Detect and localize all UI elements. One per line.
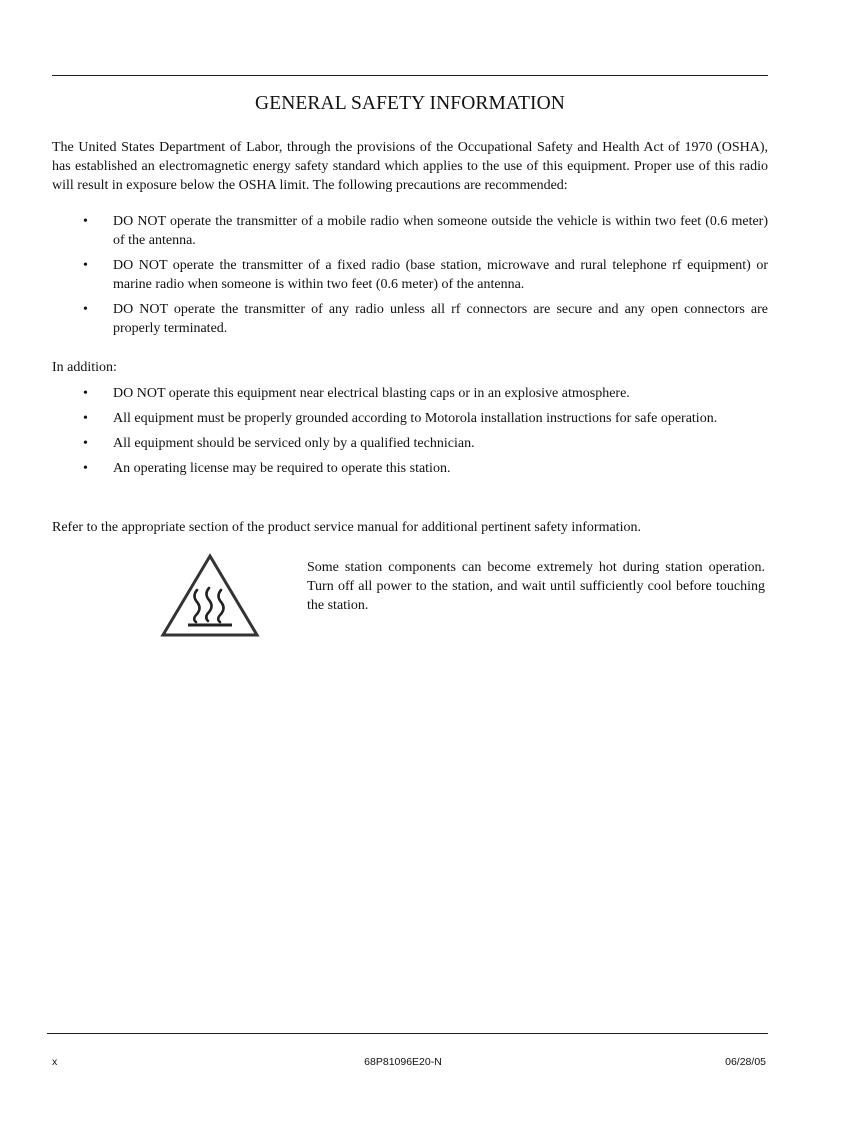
hot-warning-text: Some station components can become extremely hot during station operation. Turn off all power to the station, and wait until sufficiently cool before touching the station. [307,560,765,613]
list-item-text: All equipment must be properly grounded according to Motorola installation instructions for safe operation. [113,411,718,426]
bullet-icon: • [83,436,88,451]
additional-list [52,384,768,484]
bullet-icon: • [83,461,88,476]
page-title: GENERAL SAFETY INFORMATION [255,93,565,114]
in-addition-label: In addition: [52,360,117,375]
bullet-icon: • [83,302,88,317]
bottom-divider [47,1033,768,1034]
list-item-text: DO NOT operate the transmitter of a mobile radio when someone outside the vehicle is within two feet (0.6 meter) of the antenna. [113,214,768,248]
list-item [52,256,768,294]
list-item [52,434,768,453]
list-item-text: DO NOT operate this equipment near electrical blasting caps or in an explosive atmosphere. [113,386,630,401]
refer-paragraph: Refer to the appropriate section of the product service manual for additional pertinent safety information. [52,520,641,535]
list-item-text: All equipment should be serviced only by a qualified technician. [113,436,475,451]
bullet-icon: • [83,214,88,229]
intro-paragraph: The United States Department of Labor, through the provisions of the Occupational Safety and Health Act of 1970 (OSHA), has established an electromagnetic energy safety standard which applies to the use of this equipment. Proper use of this radio will result in exposure below the OSHA limit. The following precautions are recommended: [52,140,768,193]
precautions-list [52,212,768,344]
footer-date: 06/28/05 [725,1056,766,1068]
bullet-icon: • [83,386,88,401]
bullet-icon: • [83,258,88,273]
list-item [52,459,768,478]
list-item [52,409,768,428]
list-item-text: DO NOT operate the transmitter of any radio unless all rf connectors are secure and any open connectors are properly terminated. [113,302,768,336]
list-item-text: DO NOT operate the transmitter of a fixed radio (base station, microwave and rural telephone rf equipment) or marine radio when someone is within two feet (0.6 meter) of the antenna. [113,258,768,292]
list-item [52,300,768,338]
hot-surface-warning-icon [160,553,260,639]
bullet-icon: • [83,411,88,426]
list-item-text: An operating license may be required to operate this station. [113,461,451,476]
top-divider [52,75,768,76]
list-item [52,384,768,403]
footer-doc-number: 68P81096E20-N [364,1056,442,1068]
footer-page-number: x [52,1056,58,1068]
list-item [52,212,768,250]
